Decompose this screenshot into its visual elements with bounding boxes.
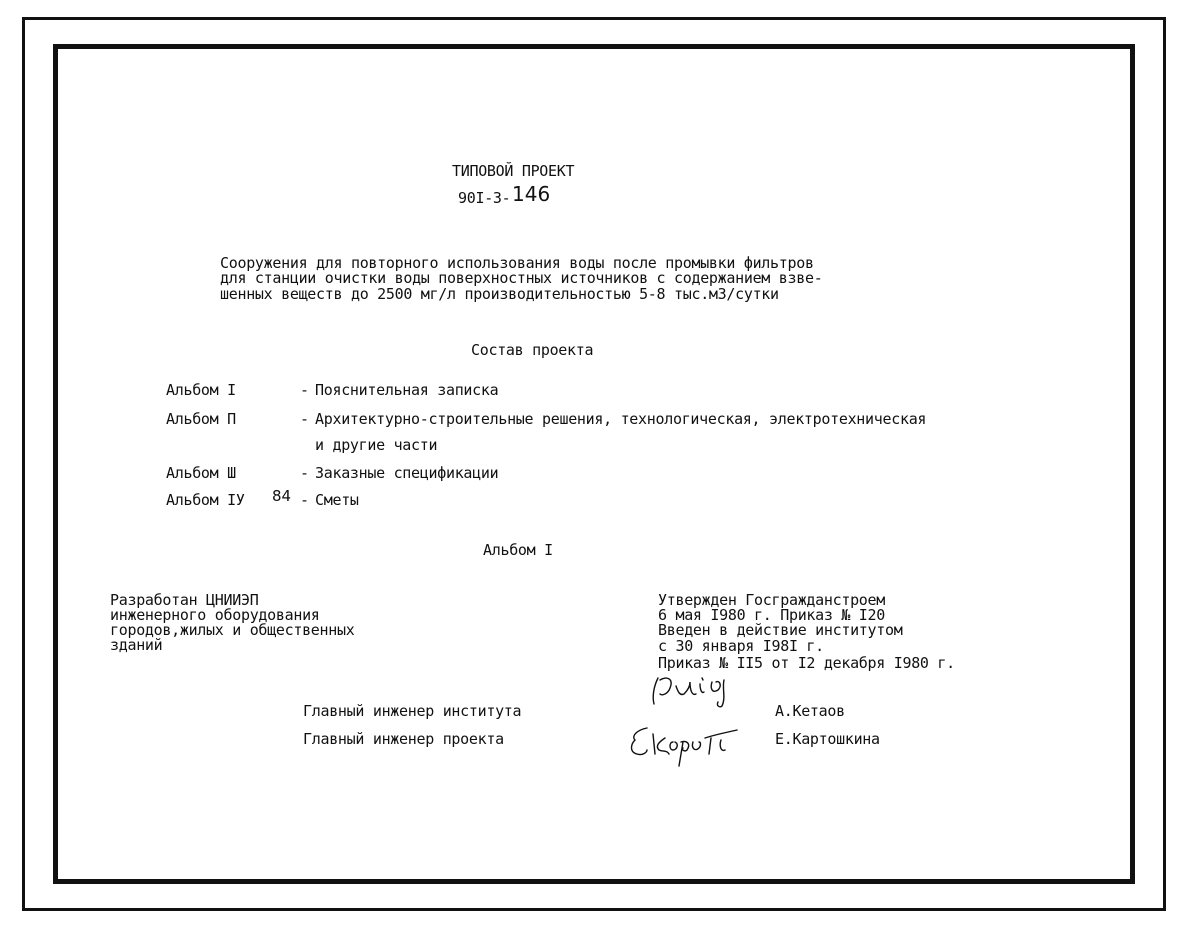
description-line: для станции очистки воды поверхностных источников с содержанием взве-: [220, 269, 823, 287]
developer-line: зданий: [110, 636, 163, 654]
album-dash: -: [300, 410, 309, 428]
signature-chief-engineer-institute: [640, 668, 770, 712]
album-name: Альбом Ш: [166, 464, 236, 482]
description-line: шенных веществ до 2500 мг/л производительностью 5-8 тыс.м3/сутки: [220, 285, 779, 303]
approval-line: 6 мая I980 г. Приказ № I20: [658, 606, 886, 624]
signatory-role: Главный инженер института: [303, 702, 522, 720]
project-number-handwritten: 146: [512, 182, 551, 206]
album-name: Альбом П: [166, 410, 236, 428]
album-dash: -: [300, 464, 309, 482]
developer-line: городов,жилых и общественных: [110, 621, 355, 639]
developer-line: инженерного оборудования: [110, 606, 320, 624]
composition-title: Состав проекта: [471, 341, 594, 359]
album-name: Альбом IУ: [166, 491, 245, 509]
album-handwritten-number: 84: [272, 487, 292, 505]
album-desc: Пояснительная записка: [315, 381, 499, 399]
album-desc: Архитектурно-строительные решения, технологическая, электротехническая: [315, 410, 927, 428]
document-type-heading: ТИПОВОЙ ПРОЕКТ: [452, 162, 575, 180]
approval-line: Утвержден Госгражданстроем: [658, 591, 886, 609]
description-line: Сооружения для повторного использования воды после промывки фильтров: [220, 254, 814, 272]
signatory-name: А.Кетаов: [775, 702, 845, 720]
project-number-printed: 90I-3-: [458, 189, 511, 207]
signatory-role: Главный инженер проекта: [303, 730, 504, 748]
signature-chief-engineer-project: [625, 720, 775, 770]
album-desc-continuation: и другие части: [315, 436, 438, 454]
album-dash: -: [300, 381, 309, 399]
approval-line: Введен в действие институтом: [658, 621, 903, 639]
signatory-name: Е.Картошкина: [775, 730, 880, 748]
album-dash: -: [300, 491, 309, 509]
developer-line: Разработан ЦНИИЭП: [110, 591, 259, 609]
album-name: Альбом I: [166, 381, 236, 399]
album-desc: Сметы: [315, 491, 359, 509]
approval-line: Приказ № II5 от I2 декабря I980 г.: [658, 654, 955, 672]
current-album: Альбом I: [483, 541, 553, 559]
approval-line: с 30 января I98I г.: [658, 637, 824, 655]
album-desc: Заказные спецификации: [315, 464, 499, 482]
